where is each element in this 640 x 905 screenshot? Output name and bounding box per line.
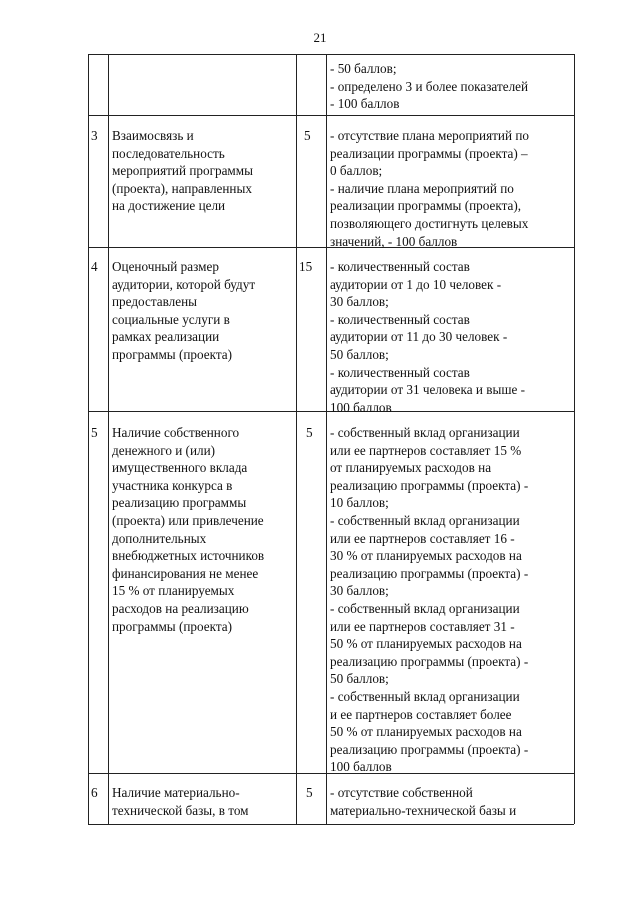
col-divider <box>108 54 109 824</box>
table-cell-scoring: - количественный состав аудитории от 1 до 10 человек - 30 баллов; - количественный состав аудитории от 11 до 30 человек - 50 баллов; - количественный состав аудитории от 31 человека и выше - 100 баллов <box>330 259 526 415</box>
table-cell-number: 4 <box>91 259 98 274</box>
table-border-top <box>88 54 574 55</box>
table-cell-scoring: - отсутствие плана мероприятий по реализации программы (проекта) – 0 баллов; - наличие плана мероприятий по реализации программы (проекта), позволяющего достигнуть целевых значений, - 100 баллов <box>330 128 529 249</box>
table-cell-points: 5 <box>304 128 311 143</box>
table-cell-criterion: Наличие материально- технической базы, в том <box>112 785 249 818</box>
table-cell-scoring: - собственный вклад организации или ее партнеров составляет 15 % от планируемых расходов на реализацию программы (проекта) - 10 баллов; - собственный вклад организации или ее партнеров составляет 16 - 30 % от планируемых расходов на реализацию программы (проекта) - 30 баллов; - собственный вклад организации или ее партнеров составляет 31 - 50 % от планируемых расходов на реализацию программы (проекта) - 50 баллов; - собственный вклад организации и ее партнеров составляет более 50 % от планируемых расходов на реализацию программы (проекта) - 100 баллов <box>330 425 529 775</box>
table-border-bottom <box>88 824 574 825</box>
table-border-left <box>88 54 89 824</box>
table-cell-criterion: Оценочный размер аудитории, которой будут предоставлены социальные услуги в рамках реализации программы (проекта) <box>112 259 256 362</box>
table-cell-criterion: Наличие собственного денежного и (или) имущественного вклада участника конкурса в реализацию программы (проекта) или привлечение дополнительных внебюджетных источников финансирования не менее 15 % от планируемых расходов на реализацию программы (проекта) <box>112 425 265 634</box>
col-divider <box>326 54 327 824</box>
table-cell-points: 5 <box>306 785 313 800</box>
table-cell-number: 3 <box>91 128 98 143</box>
table-border-right <box>574 54 575 824</box>
table-cell-number: 6 <box>91 785 98 800</box>
row-divider <box>88 115 574 116</box>
table-cell-scoring: - 50 баллов; - определено 3 и более показателей - 100 баллов <box>330 61 529 112</box>
page-number: 21 <box>313 30 327 45</box>
table-cell-points: 15 <box>299 259 313 274</box>
table-cell-number: 5 <box>91 425 98 440</box>
table-cell-points: 5 <box>306 425 313 440</box>
table-cell-criterion: Взаимосвязь и последовательность мероприятий программы (проекта), направленных на достижение цели <box>112 128 253 214</box>
col-divider <box>296 54 297 824</box>
table-cell-scoring: - отсутствие собственной материально-технической базы и <box>330 785 517 818</box>
